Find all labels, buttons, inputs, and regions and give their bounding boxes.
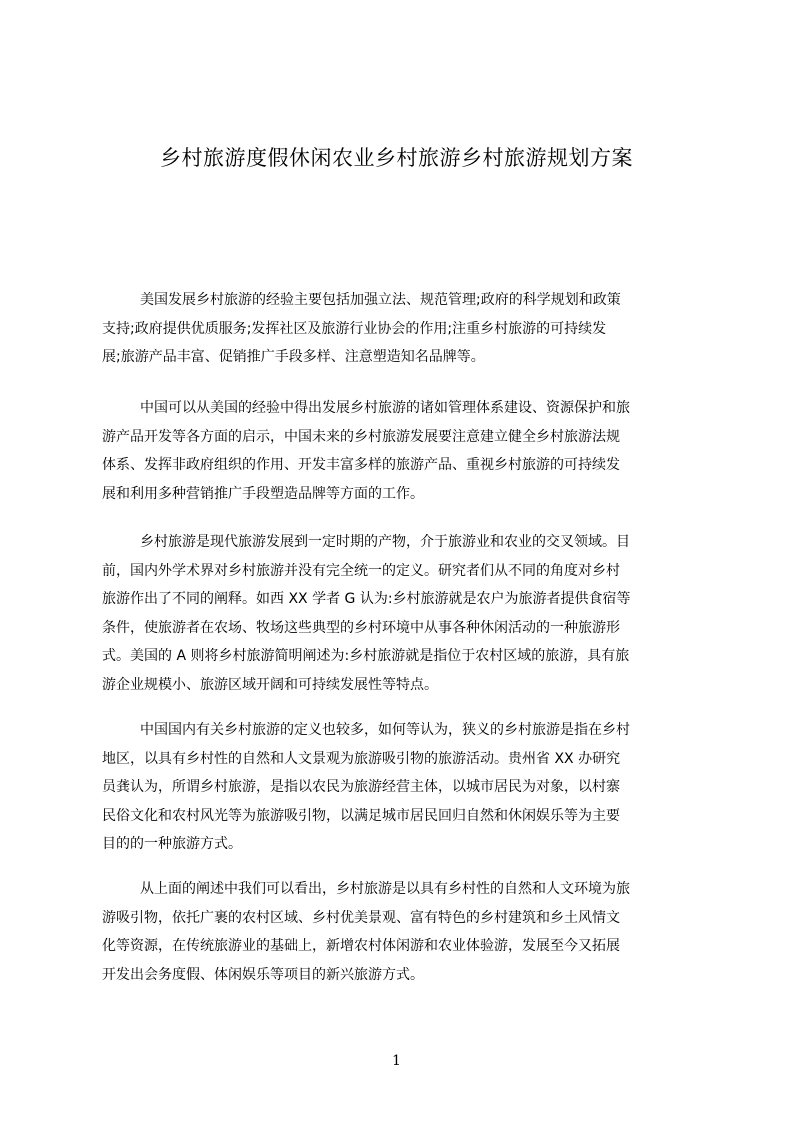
- paragraph-line: 条件，使旅游者在农场、牧场这些典型的乡村环境中从事各种休闲活动的一种旅游形: [102, 619, 620, 636]
- paragraph-line: 旅游作出了不同的阐释。如西 XX 学者 G 认为:乡村旅游就是农户为旅游者提供食宿等: [102, 591, 631, 607]
- paragraph-line: 中国可以从美国的经验中得出发展乡村旅游的诸如管理体系建设、资源保护和旅: [140, 400, 630, 416]
- paragraph-1: [102, 286, 700, 372]
- paragraph-line: 开发出会务度假、体闲娱乐等项目的新兴旅游方式。: [102, 966, 424, 983]
- paragraph-5: [102, 875, 700, 989]
- paragraph-line: 美国发展乡村旅游的经验主要包括加强立法、规范管理;政府的科学规划和政策: [140, 292, 621, 308]
- paragraph-line: 目的的一种旅游方式。: [102, 836, 242, 852]
- paragraph-line: 式。美国的 A 则将乡村旅游简明阐述为:乡村旅游就是指位于农村区域的旅游，具有旅: [102, 648, 630, 664]
- paragraph-line: 展;旅游产品丰富、促销推广手段多样、注意塑造知名品牌等。: [102, 349, 485, 365]
- paragraph-line: 展和利用多种营销推广手段塑造品牌等方面的工作。: [102, 485, 424, 502]
- paragraph-4: [102, 716, 700, 859]
- paragraph-line: 中国国内有关乡村旅游的定义也较多，如何等认为，狭义的乡村旅游是指在乡村: [140, 722, 630, 738]
- page-number: 1: [392, 1053, 401, 1069]
- paragraph-line: 支持;政府提供优质服务;发挥社区及旅游行业协会的作用;注重乡村旅游的可持续发: [102, 320, 607, 337]
- paragraph-line: 前，国内外学术界对乡村旅游并没有完全统一的定义。研究者们从不同的角度对乡村: [102, 562, 620, 579]
- paragraph-line: 化等资源，在传统旅游业的基础上，新增农村体闲游和农业体验游，发展至今又拓展: [102, 938, 620, 954]
- paragraph-line: 乡村旅游是现代旅游发展到一定时期的产物，介于旅游业和农业的交叉领域。目: [140, 534, 630, 550]
- paragraph-line: 游产品开发等各方面的启示，中国未来的乡村旅游发展要注意建立健全乡村旅游法规: [102, 428, 620, 445]
- paragraph-line: 体系、发挥非政府组织的作用、开发丰富多样的旅游产品、重视乡村旅游的可持续发: [102, 457, 620, 473]
- paragraph-line: 从上面的阐述中我们可以看出，乡村旅游是以具有乡村性的自然和人文环境为旅: [140, 881, 630, 897]
- paragraph-line: 员龚认为，所谓乡村旅游，是指以农民为旅游经营主体，以城市居民为对象，以村寨: [102, 779, 620, 795]
- paragraph-line: 游企业规模小、旅游区域开阔和可持续发展性等特点。: [102, 676, 438, 693]
- document-title: 乡村旅游度假休闲农业乡村旅游乡村旅游规划方案: [160, 146, 633, 170]
- paragraph-line: 地区，以具有乡村性的自然和人文景观为旅游吸引物的旅游活动。贵州省 XX 办研究: [102, 750, 621, 767]
- paragraph-line: 游吸引物，依托广裹的农村区域、乡村优美景观、富有特色的乡村建筑和乡土风情文: [102, 909, 620, 926]
- paragraph-3: [102, 528, 700, 699]
- paragraph-2: [102, 394, 700, 508]
- paragraph-line: 民俗文化和农村风光等为旅游吸引物，以满足城市居民回归自然和休闲娱乐等为主要: [102, 807, 620, 824]
